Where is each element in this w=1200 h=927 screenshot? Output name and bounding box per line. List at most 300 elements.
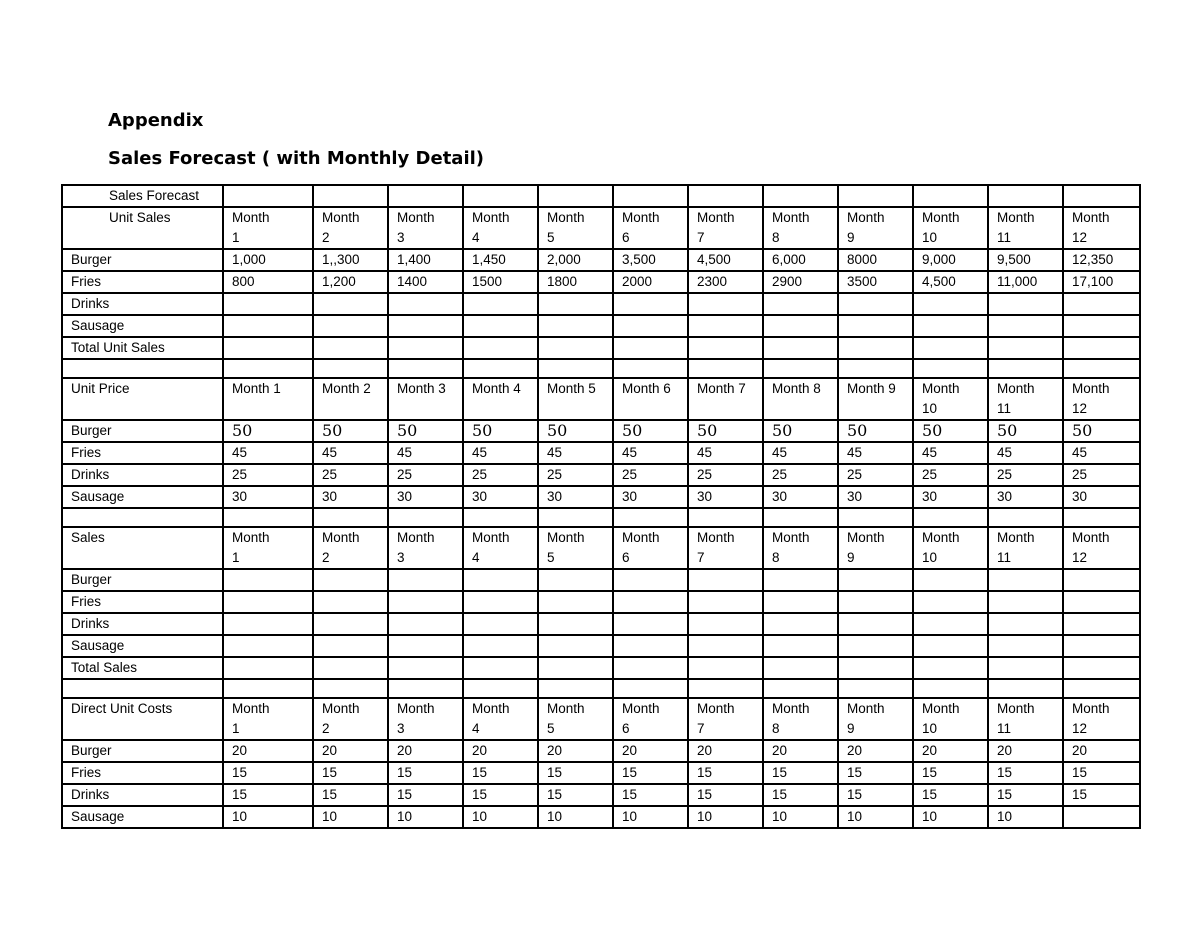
table-cell: 17,100	[1063, 271, 1140, 293]
table-row	[62, 442, 1140, 464]
table-cell	[313, 293, 388, 315]
table-cell: 800	[223, 271, 313, 293]
table-cell: 20	[313, 740, 388, 762]
table-cell: 10	[223, 806, 313, 828]
table-cell	[613, 569, 688, 591]
row-label-cell: Unit Price	[62, 378, 223, 420]
table-cell: 10	[913, 806, 988, 828]
table-cell: 30	[688, 486, 763, 508]
table-cell: Month 6	[613, 207, 688, 249]
table-cell: 15	[388, 784, 463, 806]
row-label-cell: Total Unit Sales	[62, 337, 223, 359]
row-label-cell: Drinks	[62, 293, 223, 315]
table-row	[62, 591, 1140, 613]
table-cell: 20	[463, 740, 538, 762]
table-cell: 11,000	[988, 271, 1063, 293]
table-cell: Month 3	[388, 527, 463, 569]
table-cell	[538, 293, 613, 315]
table-cell: 25	[1063, 464, 1140, 486]
table-cell	[463, 591, 538, 613]
table-cell	[538, 337, 613, 359]
table-cell: Month 6	[613, 378, 688, 420]
table-cell	[538, 635, 613, 657]
table-cell: 15	[223, 762, 313, 784]
table-cell: 9,000	[913, 249, 988, 271]
table-cell	[688, 569, 763, 591]
table-cell: 20	[688, 740, 763, 762]
table-cell	[223, 635, 313, 657]
table-cell: 10	[313, 806, 388, 828]
table-cell	[223, 293, 313, 315]
table-cell: 1,450	[463, 249, 538, 271]
table-cell: 15	[1063, 784, 1140, 806]
table-cell: 2900	[763, 271, 838, 293]
sales-forecast-table	[61, 184, 1141, 829]
table-cell	[838, 293, 913, 315]
table-cell: 20	[838, 740, 913, 762]
table-cell	[838, 613, 913, 635]
table-cell	[913, 569, 988, 591]
table-cell	[538, 679, 613, 698]
table-cell: 50	[613, 420, 688, 442]
table-cell	[763, 613, 838, 635]
table-cell	[463, 679, 538, 698]
table-cell	[388, 293, 463, 315]
table-cell: 15	[1063, 762, 1140, 784]
row-label-cell: Unit Sales	[62, 207, 223, 249]
table-row	[62, 806, 1140, 828]
table-cell: 1400	[388, 271, 463, 293]
table-cell: Month 1	[223, 527, 313, 569]
table-cell: 10	[763, 806, 838, 828]
table-cell	[388, 591, 463, 613]
table-cell	[988, 337, 1063, 359]
table-cell	[1063, 293, 1140, 315]
table-cell	[388, 635, 463, 657]
table-cell	[313, 657, 388, 679]
table-row	[62, 185, 1140, 207]
table-cell	[688, 679, 763, 698]
row-label-cell: Sales Forecast	[62, 185, 223, 207]
row-label-cell: Sales	[62, 527, 223, 569]
table-cell	[613, 635, 688, 657]
table-cell	[223, 591, 313, 613]
table-cell	[763, 508, 838, 527]
row-label-cell: Burger	[62, 740, 223, 762]
table-cell: 4,500	[913, 271, 988, 293]
table-cell	[613, 293, 688, 315]
table-cell	[1063, 591, 1140, 613]
table-cell	[838, 679, 913, 698]
row-label-cell: Direct Unit Costs	[62, 698, 223, 740]
table-cell: Month 11	[988, 207, 1063, 249]
row-label-cell: Sausage	[62, 315, 223, 337]
table-cell	[988, 569, 1063, 591]
table-cell	[688, 315, 763, 337]
table-cell: 1,000	[223, 249, 313, 271]
table-cell	[463, 635, 538, 657]
table-cell: 8000	[838, 249, 913, 271]
table-cell: 3500	[838, 271, 913, 293]
table-row	[62, 207, 1140, 249]
table-cell: 50	[463, 420, 538, 442]
table-cell: 45	[538, 442, 613, 464]
table-cell	[988, 293, 1063, 315]
table-cell: 20	[763, 740, 838, 762]
table-cell: 45	[838, 442, 913, 464]
table-cell: 15	[313, 762, 388, 784]
table-cell: Month 3	[388, 698, 463, 740]
table-cell: 10	[463, 806, 538, 828]
table-cell: 45	[988, 442, 1063, 464]
table-row	[62, 359, 1140, 378]
table-cell	[763, 569, 838, 591]
table-cell: 30	[463, 486, 538, 508]
table-cell: 15	[988, 784, 1063, 806]
table-cell	[763, 293, 838, 315]
table-cell: 15	[463, 762, 538, 784]
table-cell	[988, 613, 1063, 635]
table-cell: 15	[463, 784, 538, 806]
table-cell	[538, 613, 613, 635]
table-cell	[913, 635, 988, 657]
table-cell: 15	[838, 784, 913, 806]
table-cell: Month 4	[463, 378, 538, 420]
table-cell: 50	[388, 420, 463, 442]
table-cell: Month 12	[1063, 378, 1140, 420]
table-cell: 30	[613, 486, 688, 508]
table-cell: 50	[688, 420, 763, 442]
row-label-cell: Fries	[62, 591, 223, 613]
table-cell	[1063, 569, 1140, 591]
table-cell: 10	[613, 806, 688, 828]
table-cell	[538, 508, 613, 527]
table-cell	[763, 657, 838, 679]
table-cell	[313, 337, 388, 359]
table-cell: 20	[1063, 740, 1140, 762]
table-cell	[988, 315, 1063, 337]
table-cell	[463, 185, 538, 207]
table-cell	[388, 569, 463, 591]
table-cell: 10	[688, 806, 763, 828]
row-label-cell: Sausage	[62, 806, 223, 828]
table-cell	[388, 185, 463, 207]
table-cell	[763, 635, 838, 657]
table-cell: 45	[763, 442, 838, 464]
table-row	[62, 740, 1140, 762]
table-cell: 50	[538, 420, 613, 442]
table-cell	[463, 337, 538, 359]
table-cell: 25	[913, 464, 988, 486]
table-cell: 45	[613, 442, 688, 464]
table-cell	[913, 591, 988, 613]
table-cell: Month 11	[988, 698, 1063, 740]
table-cell: 45	[223, 442, 313, 464]
table-cell: 15	[388, 762, 463, 784]
table-cell	[763, 591, 838, 613]
row-label-cell	[62, 679, 223, 698]
table-cell: Month 10	[913, 378, 988, 420]
table-row	[62, 293, 1140, 315]
table-cell: 12,350	[1063, 249, 1140, 271]
table-cell	[838, 508, 913, 527]
table-cell: 25	[538, 464, 613, 486]
table-cell: Month 7	[688, 378, 763, 420]
table-cell: 10	[538, 806, 613, 828]
table-cell: 2,000	[538, 249, 613, 271]
table-row	[62, 464, 1140, 486]
table-cell	[538, 315, 613, 337]
table-cell	[1063, 315, 1140, 337]
table-cell	[313, 359, 388, 378]
table-cell: 30	[223, 486, 313, 508]
table-cell	[388, 359, 463, 378]
table-cell	[313, 569, 388, 591]
table-cell: 20	[613, 740, 688, 762]
row-label-cell: Burger	[62, 249, 223, 271]
table-cell	[988, 508, 1063, 527]
table-cell: 1500	[463, 271, 538, 293]
table-cell: 45	[688, 442, 763, 464]
table-cell: 2300	[688, 271, 763, 293]
table-cell: Month 2	[313, 207, 388, 249]
table-cell	[313, 315, 388, 337]
table-cell	[613, 613, 688, 635]
table-cell	[223, 657, 313, 679]
table-cell: 25	[313, 464, 388, 486]
table-cell: 15	[763, 784, 838, 806]
table-cell: Month 9	[838, 698, 913, 740]
table-cell	[913, 359, 988, 378]
table-cell	[1063, 613, 1140, 635]
table-cell	[913, 337, 988, 359]
table-cell	[913, 508, 988, 527]
table-cell	[463, 359, 538, 378]
table-cell: 10	[388, 806, 463, 828]
table-cell: Month 3	[388, 378, 463, 420]
table-cell	[763, 679, 838, 698]
table-cell	[538, 359, 613, 378]
table-row	[62, 635, 1140, 657]
table-cell: Month 9	[838, 527, 913, 569]
table-cell: Month 12	[1063, 527, 1140, 569]
row-label-cell: Drinks	[62, 613, 223, 635]
table-cell: 50	[988, 420, 1063, 442]
table-cell	[838, 337, 913, 359]
table-cell	[388, 337, 463, 359]
table-row	[62, 698, 1140, 740]
table-cell	[913, 293, 988, 315]
row-label-cell: Fries	[62, 762, 223, 784]
table-cell	[1063, 635, 1140, 657]
table-cell: 15	[688, 762, 763, 784]
table-cell: Month 7	[688, 698, 763, 740]
appendix-heading: Appendix	[108, 110, 204, 131]
table-cell: Month 2	[313, 698, 388, 740]
table-cell	[463, 569, 538, 591]
table-cell	[538, 657, 613, 679]
table-cell	[1063, 508, 1140, 527]
table-cell: 1,400	[388, 249, 463, 271]
table-cell	[913, 185, 988, 207]
table-cell: 15	[913, 762, 988, 784]
row-label-cell: Fries	[62, 442, 223, 464]
table-cell: 50	[1063, 420, 1140, 442]
table-cell	[1063, 806, 1140, 828]
table-row	[62, 271, 1140, 293]
table-cell	[223, 359, 313, 378]
table-cell	[613, 359, 688, 378]
table-row	[62, 508, 1140, 527]
table-cell	[838, 657, 913, 679]
table-cell: 10	[838, 806, 913, 828]
table-cell: 50	[838, 420, 913, 442]
table-cell	[463, 508, 538, 527]
table-cell	[388, 679, 463, 698]
table-cell: Month 1	[223, 698, 313, 740]
table-cell	[913, 657, 988, 679]
row-label-cell	[62, 508, 223, 527]
table-cell	[223, 569, 313, 591]
table-cell: 15	[988, 762, 1063, 784]
row-label-cell: Total Sales	[62, 657, 223, 679]
table-cell: 30	[313, 486, 388, 508]
table-cell: 50	[913, 420, 988, 442]
table-cell: 3,500	[613, 249, 688, 271]
table-cell	[613, 679, 688, 698]
table-cell: 15	[613, 762, 688, 784]
table-cell: Month 8	[763, 698, 838, 740]
table-cell	[688, 359, 763, 378]
table-cell: Month 5	[538, 378, 613, 420]
table-cell	[223, 508, 313, 527]
table-cell: Month 1	[223, 207, 313, 249]
table-row	[62, 762, 1140, 784]
table-cell: Month 4	[463, 527, 538, 569]
table-cell: 15	[313, 784, 388, 806]
table-cell: 30	[388, 486, 463, 508]
table-cell	[313, 679, 388, 698]
table-cell	[838, 591, 913, 613]
table-row	[62, 486, 1140, 508]
table-cell	[538, 185, 613, 207]
table-cell	[313, 185, 388, 207]
table-cell: Month 11	[988, 378, 1063, 420]
table-cell: 45	[463, 442, 538, 464]
table-cell	[313, 508, 388, 527]
table-cell: Month 9	[838, 207, 913, 249]
table-cell: Month 7	[688, 207, 763, 249]
table-cell	[613, 657, 688, 679]
table-cell	[223, 315, 313, 337]
table-cell: 50	[313, 420, 388, 442]
table-cell: Month 4	[463, 207, 538, 249]
table-cell: 25	[613, 464, 688, 486]
table-row	[62, 315, 1140, 337]
table-cell: 6,000	[763, 249, 838, 271]
table-cell: Month 6	[613, 698, 688, 740]
table-cell: 15	[913, 784, 988, 806]
table-row	[62, 420, 1140, 442]
table-cell: 15	[688, 784, 763, 806]
table-cell	[688, 657, 763, 679]
table-row	[62, 679, 1140, 698]
table-cell	[838, 569, 913, 591]
table-cell	[1063, 337, 1140, 359]
table-cell: Month 8	[763, 527, 838, 569]
table-cell	[1063, 185, 1140, 207]
table-cell: 1,200	[313, 271, 388, 293]
row-label-cell: Burger	[62, 420, 223, 442]
table-cell: 20	[988, 740, 1063, 762]
table-cell: Month 9	[838, 378, 913, 420]
table-cell	[688, 635, 763, 657]
table-cell	[313, 613, 388, 635]
table-cell	[688, 508, 763, 527]
table-cell: 25	[388, 464, 463, 486]
table-cell: 20	[538, 740, 613, 762]
table-cell	[388, 315, 463, 337]
table-cell: 15	[763, 762, 838, 784]
table-cell	[913, 613, 988, 635]
table-cell: 25	[838, 464, 913, 486]
table-cell	[613, 508, 688, 527]
table-cell	[988, 679, 1063, 698]
table-cell: Month 10	[913, 527, 988, 569]
table-cell: 45	[1063, 442, 1140, 464]
table-cell	[763, 337, 838, 359]
table-cell	[538, 569, 613, 591]
table-cell	[223, 337, 313, 359]
table-cell: 30	[763, 486, 838, 508]
table-cell: 25	[988, 464, 1063, 486]
table-cell	[223, 679, 313, 698]
table-cell: 25	[223, 464, 313, 486]
row-label-cell	[62, 359, 223, 378]
row-label-cell: Drinks	[62, 784, 223, 806]
table-cell	[463, 613, 538, 635]
row-label-cell: Sausage	[62, 635, 223, 657]
table-cell	[988, 185, 1063, 207]
table-cell	[688, 613, 763, 635]
table-row	[62, 569, 1140, 591]
row-label-cell: Sausage	[62, 486, 223, 508]
table-cell	[913, 315, 988, 337]
table-cell: 30	[538, 486, 613, 508]
table-cell	[838, 185, 913, 207]
table-row	[62, 613, 1140, 635]
row-label-cell: Burger	[62, 569, 223, 591]
table-cell: 50	[223, 420, 313, 442]
table-cell	[988, 635, 1063, 657]
table-row	[62, 784, 1140, 806]
table-cell: Month 10	[913, 207, 988, 249]
table-cell: 30	[988, 486, 1063, 508]
table-cell: 20	[913, 740, 988, 762]
table-cell: Month 4	[463, 698, 538, 740]
table-cell: Month 5	[538, 698, 613, 740]
table-cell	[1063, 679, 1140, 698]
table-cell: Month 2	[313, 527, 388, 569]
table-cell: Month 11	[988, 527, 1063, 569]
table-cell: 9,500	[988, 249, 1063, 271]
table-row	[62, 657, 1140, 679]
table-cell	[763, 185, 838, 207]
table-cell	[613, 315, 688, 337]
table-cell: Month 7	[688, 527, 763, 569]
table-cell: 4,500	[688, 249, 763, 271]
table-cell: Month 1	[223, 378, 313, 420]
